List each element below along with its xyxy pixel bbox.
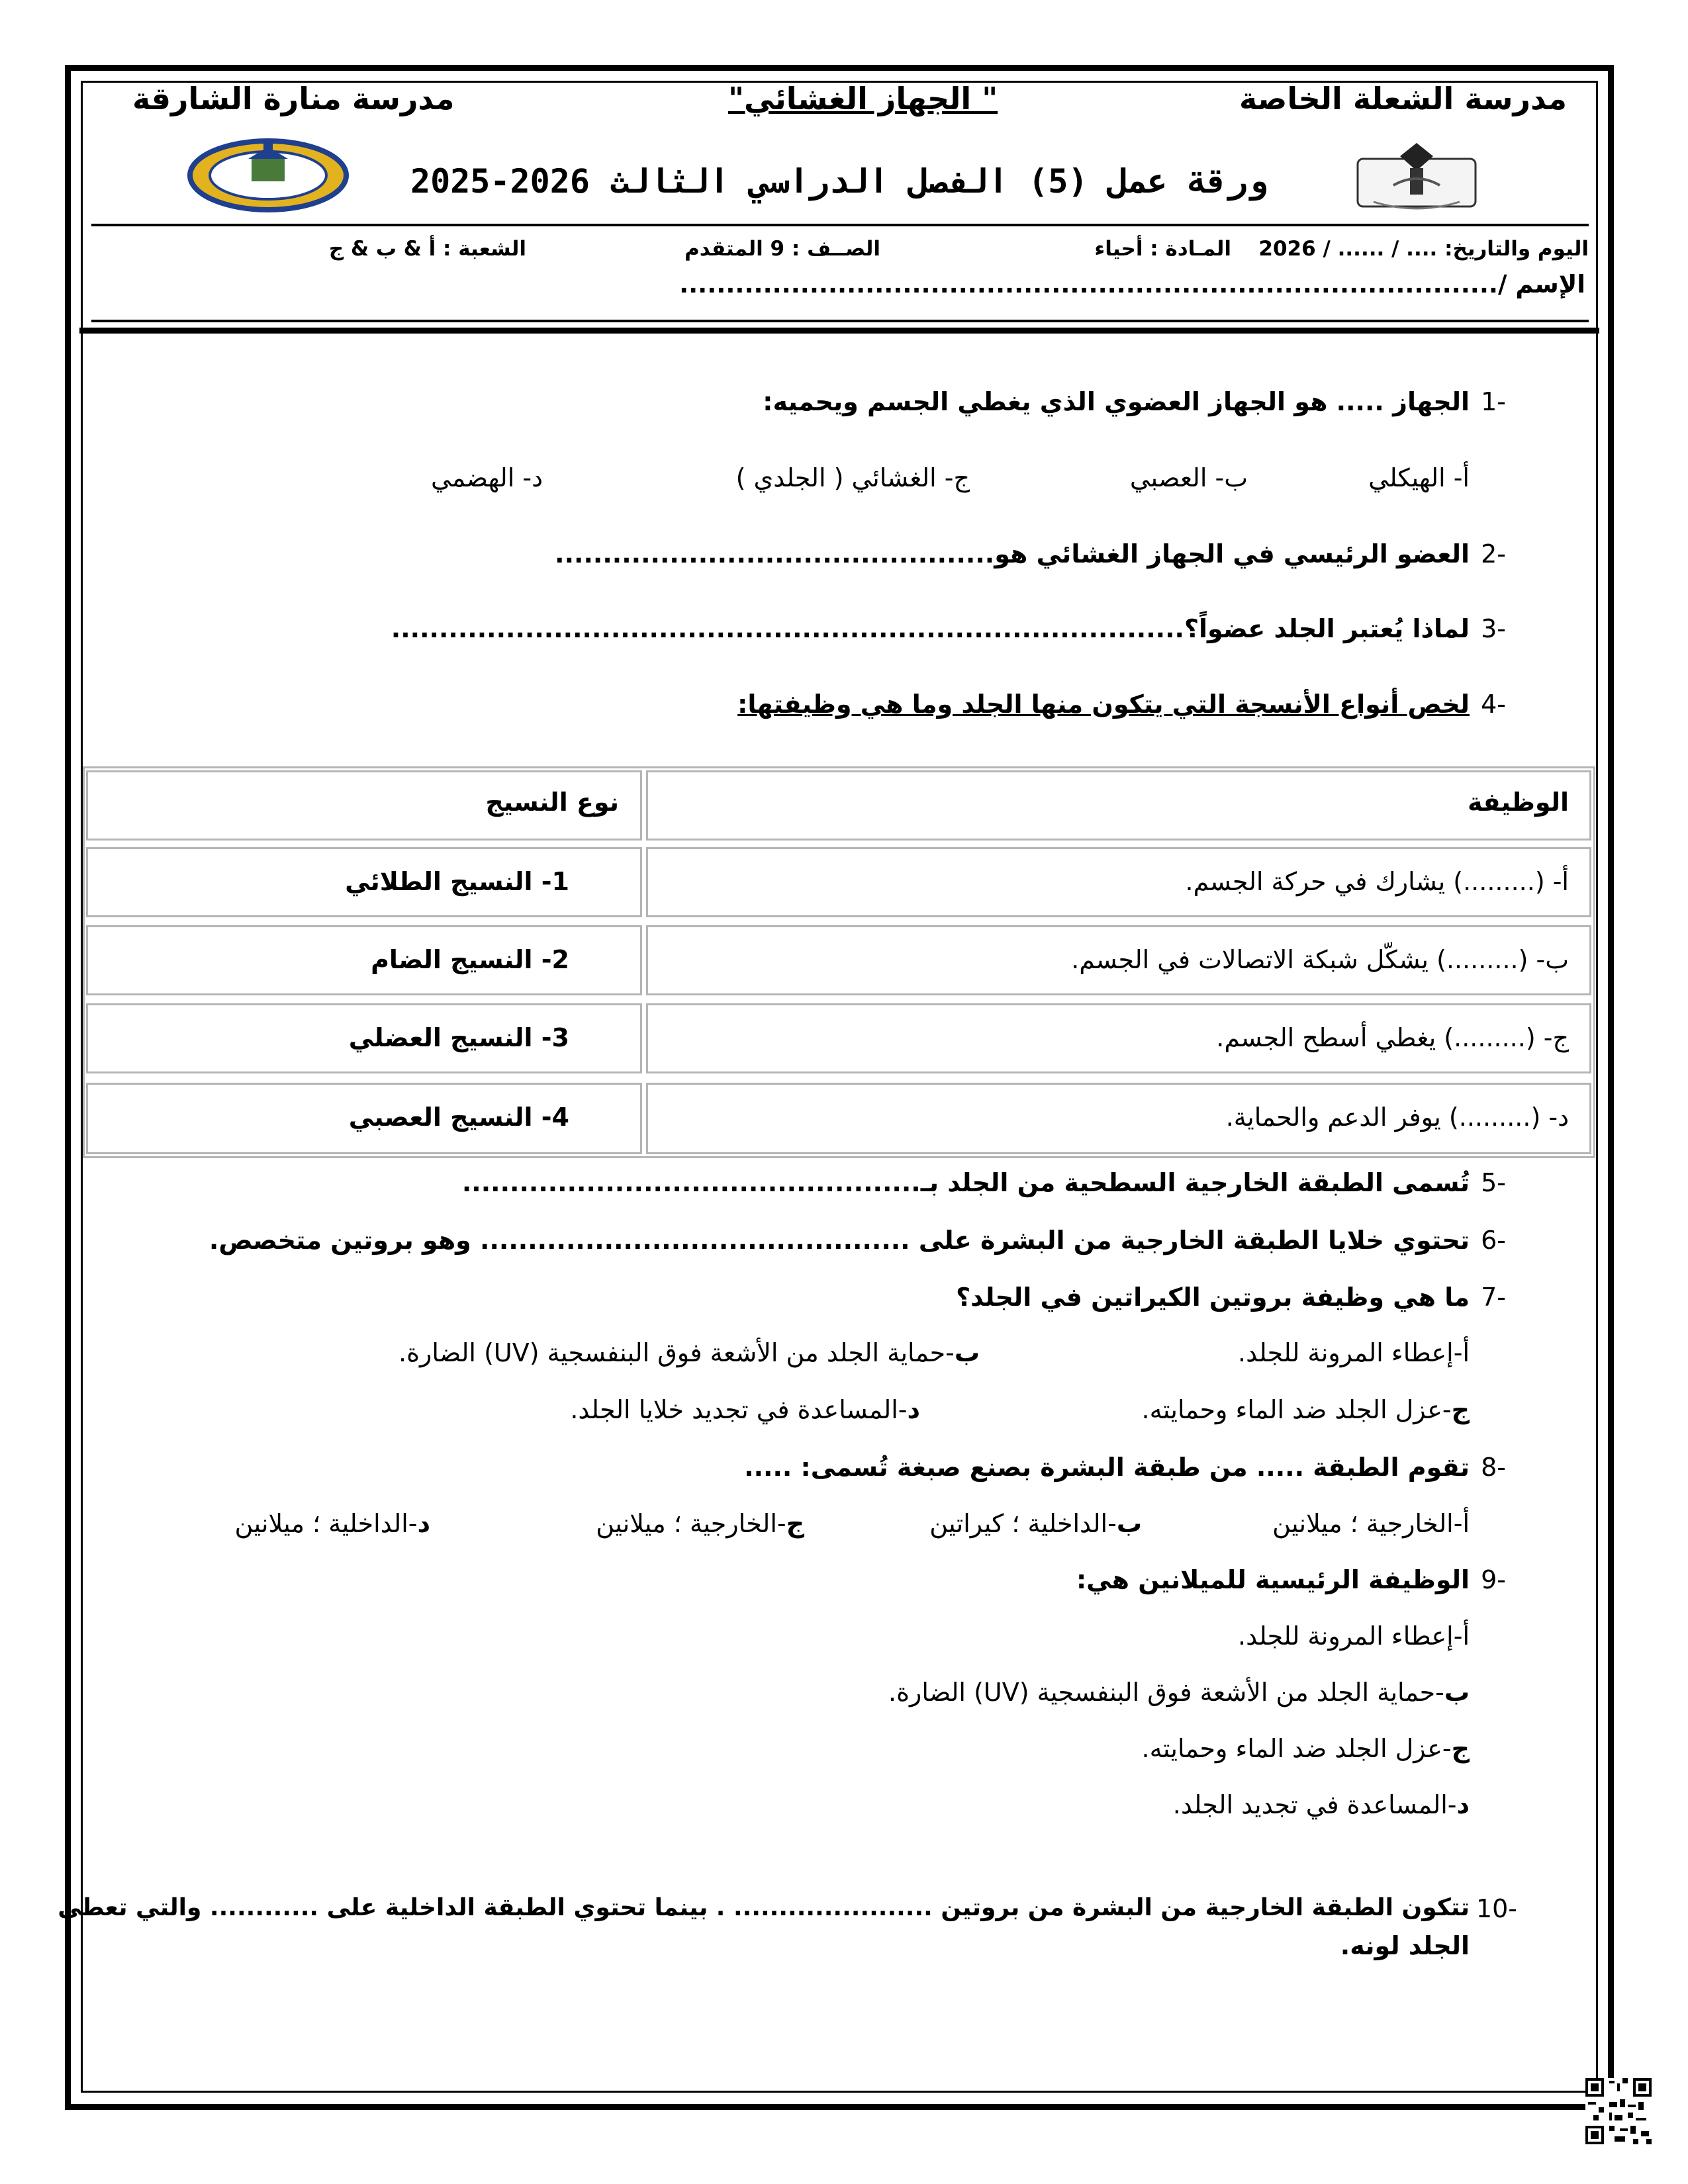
q10-line2: الجلد لونه. bbox=[1340, 1931, 1470, 1960]
q7-text: ما هي وظيفة بروتين الكيراتين في الجلد؟ bbox=[956, 1283, 1470, 1312]
table-row-1-function: أ- (.........) يشارك في حركة الجسم. bbox=[1185, 867, 1569, 896]
q9-option-d bbox=[1173, 1790, 1470, 1819]
q7-number: 7- bbox=[1481, 1283, 1506, 1312]
table-header-function-cell bbox=[646, 770, 1591, 841]
table-row-2-type: 2- النسيج الضام bbox=[371, 945, 569, 974]
q1-number: 1- bbox=[1481, 387, 1506, 416]
q9-option-c-letter: ج bbox=[1451, 1734, 1470, 1763]
q9-option-d-letter: د bbox=[1456, 1790, 1470, 1819]
q7-option-b bbox=[399, 1338, 980, 1367]
q7-option-a-text: -إعطاء المرونة للجلد. bbox=[1238, 1338, 1463, 1367]
table-header-type: نوع النسيج bbox=[485, 788, 619, 817]
q2-text: العضو الرئيسي في الجهاز الغشائي هو.............................................. bbox=[555, 539, 1470, 569]
school-name-right: مدرسة الشعلة الخاصة bbox=[1239, 81, 1567, 116]
q1-text: الجهاز ..... هو الجهاز العضوي الذي يغطي الجسم ويحميه: bbox=[763, 387, 1470, 416]
qr-code-icon bbox=[1585, 2078, 1652, 2144]
q8-option-a bbox=[1272, 1509, 1470, 1538]
worksheet-title: " الجهاز الغشائي" bbox=[728, 81, 998, 116]
q7-option-b-text: -حماية الجلد من الأشعة فوق البنفسجية (UV) الضارة. bbox=[398, 1338, 955, 1367]
q10-number: 10- bbox=[1476, 1894, 1517, 1923]
q8-option-b-text: -الداخلية ؛ كيراتين bbox=[929, 1509, 1117, 1538]
q9-option-b-text: -حماية الجلد من الأشعة فوق البنفسجية (UV) الضارة. bbox=[888, 1678, 1444, 1707]
q4-number: 4- bbox=[1481, 690, 1506, 719]
q7-option-d-text: -المساعدة في تجديد خلايا الجلد. bbox=[570, 1395, 908, 1424]
q6-text: تحتوي خلايا الطبقة الخارجية من البشرة على ............................................. وهو بروتين متخصص. bbox=[209, 1226, 1470, 1255]
subject-label: المـادة : أحياء bbox=[1094, 237, 1231, 261]
school-crest-icon bbox=[1354, 139, 1479, 215]
q8-text: تقوم الطبقة ..... من طبقة البشرة بصنع صبغة تُسمى: ..... bbox=[744, 1453, 1470, 1482]
worksheet-subtitle: ورقة عمل (5) الفصل الدراسي الثالث 2026-2025 bbox=[410, 162, 1268, 201]
q7-option-c-text: -عزل الجلد ضد الماء وحمايته. bbox=[1141, 1395, 1452, 1424]
table-row-4-function: د- (.........) يوفر الدعم والحماية. bbox=[1225, 1103, 1569, 1132]
school-emblem-icon bbox=[185, 132, 351, 218]
q8-option-d-text: -الداخلية ؛ ميلانين bbox=[234, 1509, 418, 1538]
name-field: الإسم /........................................................................................ bbox=[679, 270, 1585, 298]
q7-option-c-letter: ج bbox=[1451, 1395, 1470, 1424]
q1-option-a: أ- الهيكلي bbox=[1368, 463, 1470, 492]
q8-option-c-text: -الخارجية ؛ ميلانين bbox=[596, 1509, 786, 1538]
q5-text: تُسمى الطبقة الخارجية السطحية من الجلد بـ................................................ bbox=[461, 1168, 1470, 1197]
q1-option-b: ب- العصبي bbox=[1129, 463, 1248, 492]
q8-option-b bbox=[929, 1509, 1142, 1538]
q6-number: 6- bbox=[1481, 1226, 1506, 1255]
q8-option-a-letter: أ bbox=[1462, 1509, 1470, 1538]
q9-option-d-text: -المساعدة في تجديد الجلد. bbox=[1172, 1790, 1457, 1819]
q8-option-c bbox=[596, 1509, 804, 1538]
q7-option-d bbox=[570, 1395, 920, 1424]
q9-option-a bbox=[1238, 1621, 1470, 1651]
q9-number: 9- bbox=[1481, 1565, 1506, 1594]
table-header-function: الوظيفة bbox=[1468, 788, 1569, 817]
school-name-left: مدرسة منارة الشارقة bbox=[132, 81, 455, 116]
q9-option-b-letter: ب bbox=[1444, 1678, 1470, 1707]
header-divider bbox=[91, 224, 1589, 226]
q8-option-a-text: -الخارجية ؛ ميلانين bbox=[1272, 1509, 1463, 1538]
q2-number: 2- bbox=[1481, 539, 1506, 569]
q9-option-c bbox=[1141, 1734, 1470, 1763]
q3-text: لماذا يُعتبر الجلد عضواً؟................................................................................... bbox=[391, 614, 1470, 643]
q7-option-d-letter: د bbox=[907, 1395, 920, 1424]
q8-option-d bbox=[235, 1509, 430, 1538]
q1-option-d: د- الهضمي bbox=[431, 463, 543, 492]
q7-option-b-letter: ب bbox=[954, 1338, 980, 1367]
q9-option-a-letter: أ bbox=[1462, 1621, 1470, 1651]
table-row-3-type: 3- النسيج العضلي bbox=[348, 1023, 569, 1052]
q4-text: لخص أنواع الأنسجة التي يتكون منها الجلد وما هي وظيفتها: bbox=[737, 690, 1470, 719]
q9-option-a-text: -إعطاء المرونة للجلد. bbox=[1238, 1621, 1463, 1651]
q9-option-c-text: -عزل الجلد ضد الماء وحمايته. bbox=[1141, 1734, 1452, 1763]
table-row-2-function: ب- (.........) يشكّل شبكة الاتصالات في الجسم. bbox=[1071, 945, 1569, 974]
info-divider-bottom bbox=[79, 328, 1599, 334]
q8-option-d-letter: د bbox=[417, 1509, 430, 1538]
info-divider-top bbox=[91, 320, 1589, 322]
table-row-4-type: 4- النسيج العصبي bbox=[348, 1103, 569, 1132]
date-field: اليوم والتاريخ: .... / ...... / 2026 bbox=[1258, 237, 1589, 261]
q9-text: الوظيفة الرئيسية للميلانين هي: bbox=[1076, 1565, 1470, 1594]
q10-line1: تتكون الطبقة الخارجية من البشرة من بروتين ...................... . بينما تحتوي الطبقة الداخلية على ............ والتي تعطي bbox=[58, 1894, 1470, 1921]
q8-option-b-letter: ب bbox=[1116, 1509, 1142, 1538]
table-row-1-type: 1- النسيج الطلائي bbox=[345, 867, 569, 896]
q3-number: 3- bbox=[1481, 614, 1506, 643]
q7-option-a-letter: أ bbox=[1462, 1338, 1470, 1367]
q1-option-c: ج- الغشائي ( الجلدي ) bbox=[735, 463, 970, 492]
q7-option-c bbox=[1141, 1395, 1470, 1424]
section-label: الشعبة : أ & ب & ج bbox=[328, 237, 526, 261]
q8-number: 8- bbox=[1481, 1453, 1506, 1482]
q7-option-a bbox=[1238, 1338, 1470, 1367]
grade-label: الصــف : 9 المتقدم bbox=[684, 237, 880, 261]
table-row-3-function: ج- (.........) يغطي أسطح الجسم. bbox=[1216, 1023, 1569, 1052]
q8-option-c-letter: ج bbox=[786, 1509, 804, 1538]
q9-option-b bbox=[888, 1678, 1470, 1707]
q5-number: 5- bbox=[1481, 1168, 1506, 1197]
